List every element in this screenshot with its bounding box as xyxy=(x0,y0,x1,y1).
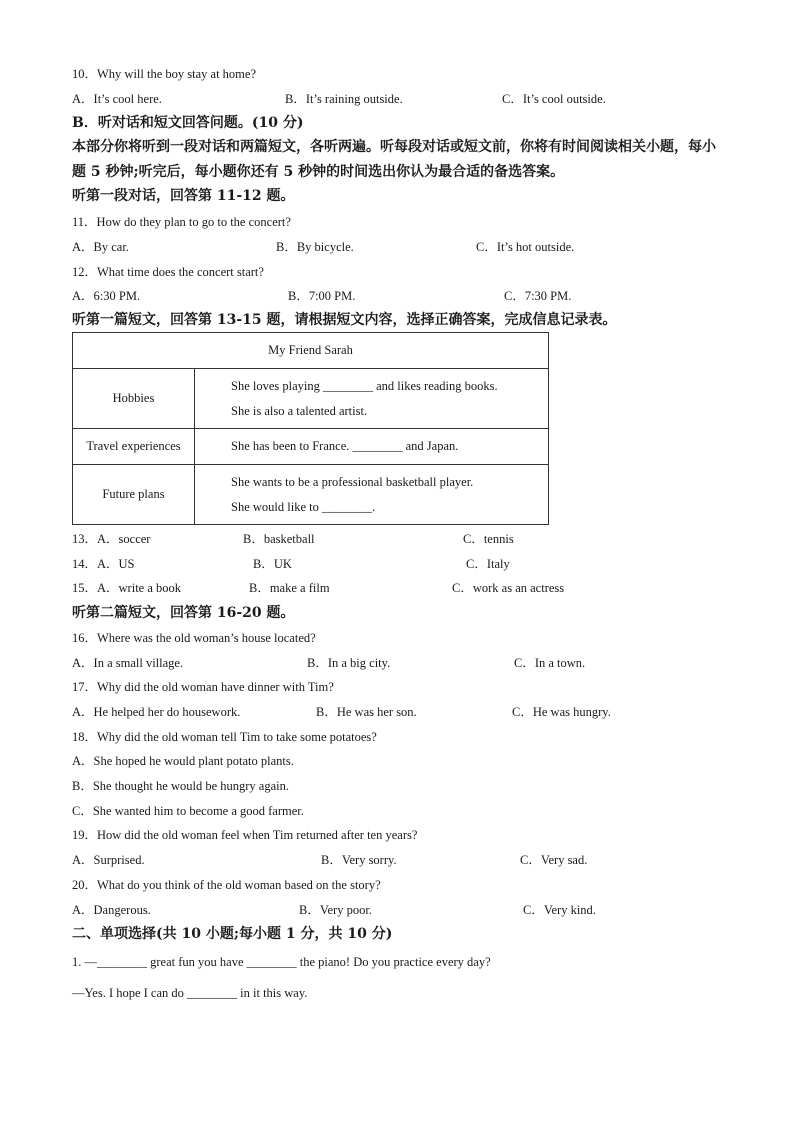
question-18-stem: 18．Why did the old woman tell Tim to take some potatoes? xyxy=(72,730,377,744)
question-10-option-a: A．It’s cool here. xyxy=(72,92,162,106)
info-record-table xyxy=(72,332,549,525)
question-12-option-a: A．6:30 PM. xyxy=(72,289,141,303)
question-20-option-b: B．Very poor. xyxy=(299,903,372,917)
table-line: She loves playing ________ and likes reading books. xyxy=(231,379,498,393)
question-16-option-b: B．In a big city. xyxy=(307,656,391,670)
question-11-option-c: C．It’s hot outside. xyxy=(476,240,575,254)
question-19-option-a: A．Surprised. xyxy=(72,853,145,867)
table-line: She has been to France. ________ and Japan. xyxy=(231,439,459,454)
section-2-question-1-line-1: 1. —________ great fun you have ________ the piano! Do you practice every day? xyxy=(72,955,491,969)
passage-1-heading: 听第一篇短文，回答第 13-15 题，请根据短文内容，选择正确答案，完成信息记录表。 xyxy=(72,312,617,328)
question-17-stem: 17．Why did the old woman have dinner with Tim? xyxy=(72,680,334,694)
question-10-option-b: B．It’s raining outside. xyxy=(285,92,403,106)
question-12-option-c: C．7:30 PM. xyxy=(504,289,572,303)
question-14-option-a: 14．A．US xyxy=(72,557,135,571)
question-18-option-c: C．She wanted him to become a good farmer. xyxy=(72,804,304,818)
question-18-option-b: B．She thought he would be hungry again. xyxy=(72,779,289,793)
question-11-option-b: B．By bicycle. xyxy=(276,240,354,254)
question-13-option-b: B．basketball xyxy=(243,532,315,546)
question-15-option-c: C．work as an actress xyxy=(452,581,565,595)
question-10-stem: 10．Why will the boy stay at home? xyxy=(72,67,256,81)
question-15-option-b: B．make a film xyxy=(249,581,330,595)
question-20-option-a: A．Dangerous. xyxy=(72,903,151,917)
question-17-option-a: A．He helped her do housework. xyxy=(72,705,241,719)
question-17-option-b: B．He was her son. xyxy=(316,705,417,719)
question-19-option-c: C．Very sad. xyxy=(520,853,588,867)
question-18-option-a: A．She hoped he would plant potato plants. xyxy=(72,754,294,768)
table-row-value-travel xyxy=(195,429,549,465)
passage-2-heading: 听第二篇短文，回答第 16-20 题。 xyxy=(72,605,295,621)
question-16-option-c: C．In a town. xyxy=(514,656,586,670)
question-16-option-a: A．In a small village. xyxy=(72,656,184,670)
question-16-stem: 16．Where was the old woman’s house located? xyxy=(72,631,316,645)
table-row-key-hobbies: Hobbies xyxy=(73,369,195,429)
table-line: She would like to ________. xyxy=(231,499,376,514)
section-2-heading: 二、单项选择(共 10 小题;每小题 1 分，共 10 分) xyxy=(72,926,393,942)
question-12-stem: 12．What time does the concert start? xyxy=(72,265,264,279)
question-19-option-b: B．Very sorry. xyxy=(321,853,397,867)
table-row-key-travel: Travel experiences xyxy=(73,429,195,465)
table-line: She is also a talented artist. xyxy=(231,403,368,418)
question-12-option-b: B．7:00 PM. xyxy=(288,289,356,303)
table-row-key-future: Future plans xyxy=(73,465,195,525)
question-19-stem: 19．How did the old woman feel when Tim returned after ten years? xyxy=(72,828,418,842)
section-2-question-1-line-2: —Yes. I hope I can do ________ in it this way. xyxy=(72,986,308,1000)
question-20-stem: 20．What do you think of the old woman based on the story? xyxy=(72,878,381,892)
part-b-instructions: 本部分你将听到一段对话和两篇短文，各听两遍。听每段对话或短文前，你将有时间阅读相关小题，每小题 5 秒钟;听完后，每小题你还有 5 秒钟的时间选出你认为最合适的备选答案。 xyxy=(72,139,716,180)
table-row-value-hobbies xyxy=(195,369,549,429)
part-b-heading: B．听对话和短文回答问题。(10 分) xyxy=(72,115,304,131)
question-13-option-a: 13．A．soccer xyxy=(72,532,151,546)
question-17-option-c: C．He was hungry. xyxy=(512,705,611,719)
question-20-option-c: C．Very kind. xyxy=(523,903,596,917)
question-11-stem: 11．How do they plan to go to the concert? xyxy=(72,215,291,229)
question-14-option-c: C．Italy xyxy=(466,557,510,571)
question-11-option-a: A．By car. xyxy=(72,240,129,254)
question-10-option-c: C．It’s cool outside. xyxy=(502,92,606,106)
dialog-1-heading: 听第一段对话，回答第 11-12 题。 xyxy=(72,188,295,204)
table-row-value-future xyxy=(195,465,549,525)
question-14-option-b: B．UK xyxy=(253,557,292,571)
question-13-option-c: C．tennis xyxy=(463,532,514,546)
table-caption: My Friend Sarah xyxy=(73,333,549,369)
table-line: She wants to be a professional basketball player. xyxy=(231,475,474,489)
question-15-option-a: 15．A．write a book xyxy=(72,581,182,595)
